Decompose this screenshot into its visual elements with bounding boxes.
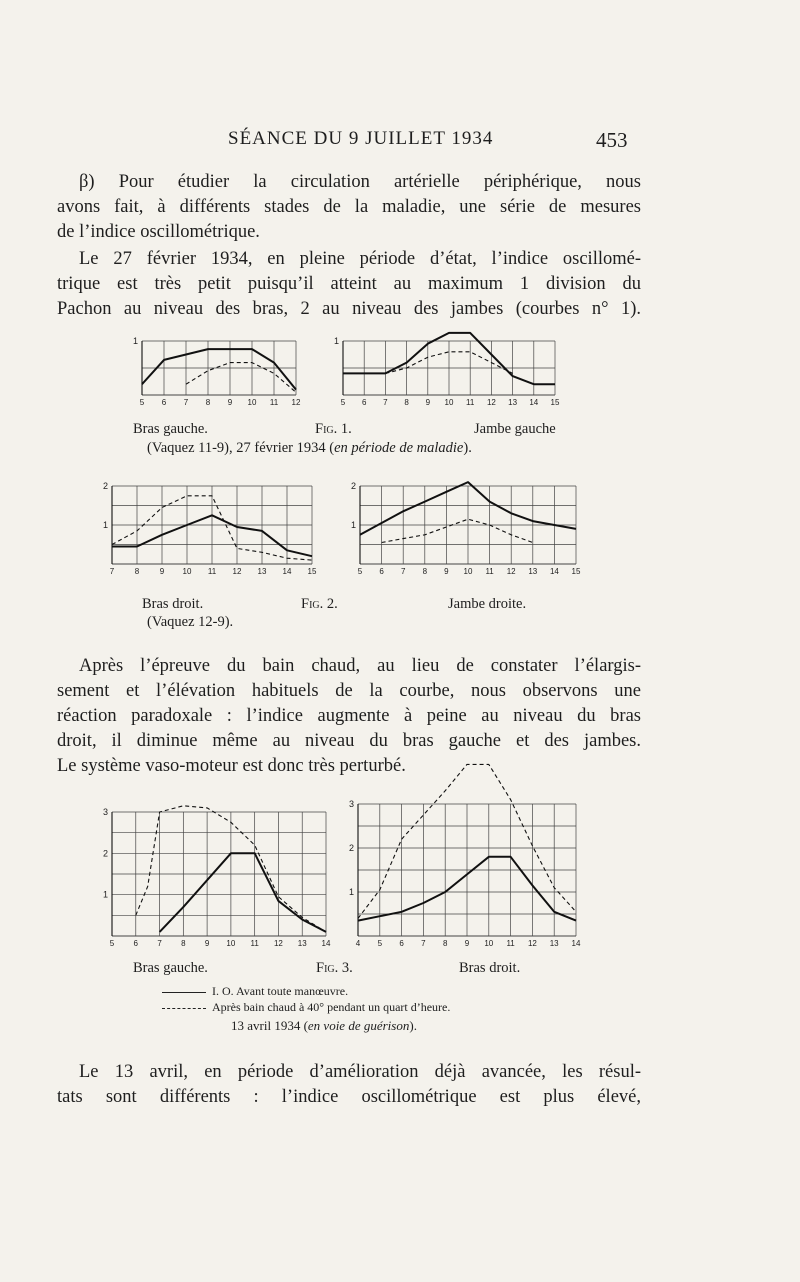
y-tick-label: 1 bbox=[333, 336, 339, 346]
x-tick-label: 6 bbox=[133, 939, 139, 948]
paragraph-4 bbox=[57, 1060, 641, 1110]
paragraph-3 bbox=[57, 654, 641, 779]
legend-solid-swatch bbox=[162, 992, 206, 993]
text-line: tats sont différents : l’indice oscillométrique est plus élevé, bbox=[57, 1087, 641, 1107]
x-tick-label: 10 bbox=[484, 939, 494, 948]
running-head: SÉANCE DU 9 JUILLET 1934 bbox=[228, 128, 494, 149]
chart-fig1-jambe-gauche bbox=[333, 335, 568, 417]
y-tick-label: 1 bbox=[350, 520, 356, 530]
y-tick-label: 1 bbox=[102, 520, 108, 530]
x-tick-label: 13 bbox=[297, 939, 307, 948]
x-tick-label: 9 bbox=[227, 398, 233, 407]
x-tick-label: 13 bbox=[257, 567, 267, 576]
series-line-dashed bbox=[382, 519, 533, 542]
x-tick-label: 4 bbox=[355, 939, 361, 948]
text-line: Le 27 février 1934, en pleine période d’état, l’indice oscillomé- bbox=[79, 249, 641, 269]
x-tick-label: 12 bbox=[527, 939, 537, 948]
fig1-sub-caption-italic: en période de maladie bbox=[334, 440, 464, 456]
legend-dashed-swatch bbox=[162, 1008, 206, 1009]
fig1-label: Fig. 1. bbox=[315, 421, 352, 437]
x-tick-label: 7 bbox=[109, 567, 115, 576]
y-tick-label: 2 bbox=[348, 843, 354, 853]
x-tick-label: 15 bbox=[550, 398, 560, 407]
x-tick-label: 5 bbox=[139, 398, 145, 407]
x-tick-label: 6 bbox=[379, 567, 384, 576]
x-tick-label: 8 bbox=[205, 398, 211, 407]
fig1-sub-caption-end: ). bbox=[463, 440, 472, 456]
x-tick-label: 14 bbox=[549, 567, 559, 576]
x-tick-label: 12 bbox=[291, 398, 301, 407]
text-line: β) Pour étudier la circulation artérielle périphérique, nous bbox=[79, 172, 641, 192]
fig3-right-caption: Bras droit. bbox=[459, 960, 521, 976]
x-tick-label: 5 bbox=[340, 398, 346, 407]
y-tick-label: 3 bbox=[102, 807, 108, 817]
x-tick-label: 12 bbox=[506, 567, 516, 576]
legend-solid bbox=[162, 984, 348, 999]
x-tick-label: 7 bbox=[157, 939, 162, 948]
x-tick-label: 14 bbox=[321, 939, 331, 948]
x-tick-label: 10 bbox=[226, 939, 236, 948]
x-tick-label: 8 bbox=[442, 939, 448, 948]
x-tick-label: 5 bbox=[357, 567, 363, 576]
x-tick-label: 11 bbox=[250, 939, 259, 948]
x-tick-label: 12 bbox=[273, 939, 283, 948]
y-tick-label: 3 bbox=[348, 799, 354, 809]
fig3-label: Fig. 3. bbox=[316, 960, 353, 976]
x-tick-label: 9 bbox=[464, 939, 470, 948]
y-tick-label: 1 bbox=[102, 889, 108, 900]
series-line-dashed bbox=[186, 363, 296, 393]
x-tick-label: 13 bbox=[528, 567, 538, 576]
x-tick-label: 5 bbox=[377, 939, 383, 948]
x-tick-label: 10 bbox=[182, 567, 192, 576]
x-tick-label: 7 bbox=[400, 567, 406, 576]
x-tick-label: 13 bbox=[508, 398, 518, 407]
x-tick-label: 11 bbox=[466, 398, 475, 407]
text-line: avons fait, à différents stades de la maladie, une série de mesures bbox=[57, 197, 641, 217]
fig2-right-caption: Jambe droite. bbox=[448, 596, 527, 612]
fig1-sub-caption-text: (Vaquez 11-9), 27 février 1934 ( bbox=[147, 440, 335, 456]
fig2-left-caption: Bras droit. bbox=[142, 596, 204, 612]
x-tick-label: 13 bbox=[549, 939, 559, 948]
page-number: 453 bbox=[596, 128, 628, 152]
x-tick-label: 8 bbox=[134, 567, 140, 576]
x-tick-label: 10 bbox=[444, 398, 454, 407]
fig1-left-caption: Bras gauche. bbox=[133, 421, 208, 437]
text-line: trique est très petit puisqu’il atteint au maximum 1 division du bbox=[57, 274, 641, 294]
fig1-sub-caption bbox=[147, 440, 472, 457]
x-tick-label: 6 bbox=[161, 398, 167, 407]
text-line: réaction paradoxale : l’indice augmente à peine au niveau du bras bbox=[57, 706, 641, 726]
x-tick-label: 5 bbox=[109, 939, 115, 948]
x-tick-label: 9 bbox=[159, 567, 165, 576]
x-tick-label: 14 bbox=[529, 398, 539, 407]
x-tick-label: 15 bbox=[571, 567, 581, 576]
x-tick-label: 10 bbox=[247, 398, 257, 407]
y-tick-label: 1 bbox=[132, 336, 138, 346]
chart-fig3-bras-gauche bbox=[100, 806, 331, 952]
x-tick-label: 6 bbox=[399, 939, 404, 948]
legend-dashed-label: Après bain chaud à 40° pendant un quart d’heure. bbox=[212, 1000, 451, 1014]
text-line: sement et l’élévation habituels de la courbe, nous observons une bbox=[57, 681, 641, 701]
fig1-right-caption: Jambe gauche bbox=[474, 421, 556, 437]
x-tick-label: 7 bbox=[383, 398, 388, 407]
x-tick-label: 15 bbox=[307, 567, 317, 576]
series-line-solid bbox=[160, 853, 326, 932]
x-tick-label: 11 bbox=[485, 567, 494, 576]
text-line: de l’indice oscillométrique. bbox=[57, 222, 260, 242]
x-tick-label: 12 bbox=[486, 398, 496, 407]
x-tick-label: 8 bbox=[422, 567, 428, 576]
x-tick-label: 8 bbox=[404, 398, 409, 407]
y-tick-label: 2 bbox=[350, 481, 356, 491]
y-tick-label: 2 bbox=[102, 481, 108, 491]
paragraph-1 bbox=[57, 170, 641, 245]
fig3-date-caption bbox=[231, 1018, 417, 1034]
x-tick-label: 11 bbox=[207, 567, 217, 576]
x-tick-label: 10 bbox=[463, 567, 473, 576]
chart-fig1-bras-gauche bbox=[126, 335, 306, 417]
fig2-sub-caption: (Vaquez 12-9). bbox=[147, 614, 234, 630]
y-tick-label: 1 bbox=[348, 887, 354, 897]
fig3-date-text: 13 avril 1934 ( bbox=[231, 1018, 308, 1033]
paragraph-2 bbox=[57, 247, 641, 322]
page-header bbox=[0, 128, 800, 156]
y-tick-label: 2 bbox=[102, 848, 108, 859]
chart-fig2-bras-droit bbox=[100, 478, 322, 580]
series-line-solid bbox=[142, 349, 296, 390]
x-tick-label: 11 bbox=[269, 398, 279, 407]
x-tick-label: 7 bbox=[183, 398, 189, 407]
x-tick-label: 9 bbox=[425, 398, 431, 407]
chart-fig2-jambe-droite bbox=[348, 478, 584, 580]
text-line: Pachon au niveau des bras, 2 au niveau des jambes (courbes n° 1). bbox=[57, 299, 641, 319]
fig2-label: Fig. 2. bbox=[301, 596, 338, 612]
text-line: droit, il diminue même au niveau du bras gauche et des jambes. bbox=[57, 731, 641, 751]
x-tick-label: 14 bbox=[571, 939, 581, 948]
fig3-left-caption: Bras gauche. bbox=[133, 960, 208, 976]
x-tick-label: 9 bbox=[204, 939, 210, 948]
chart-fig3-bras-droit bbox=[346, 798, 582, 950]
x-tick-label: 8 bbox=[181, 939, 186, 948]
x-tick-label: 7 bbox=[421, 939, 426, 948]
text-line: Le 13 avril, en période d’amélioration déjà avancée, les résul- bbox=[79, 1062, 641, 1082]
text-line: Après l’épreuve du bain chaud, au lieu de constater l’élargis- bbox=[79, 656, 641, 676]
legend-solid-label: I. O. Avant toute manœuvre. bbox=[212, 984, 349, 998]
text-line: Le système vaso-moteur est donc très perturbé. bbox=[57, 756, 406, 776]
x-tick-label: 6 bbox=[361, 398, 367, 407]
x-tick-label: 9 bbox=[444, 567, 449, 576]
x-tick-label: 12 bbox=[232, 567, 242, 576]
fig3-date-end: ). bbox=[409, 1018, 417, 1033]
fig3-date-italic: en voie de guérison bbox=[307, 1018, 410, 1033]
legend-dashed bbox=[162, 1000, 450, 1015]
x-tick-label: 14 bbox=[282, 567, 292, 576]
x-tick-label: 11 bbox=[506, 939, 515, 948]
